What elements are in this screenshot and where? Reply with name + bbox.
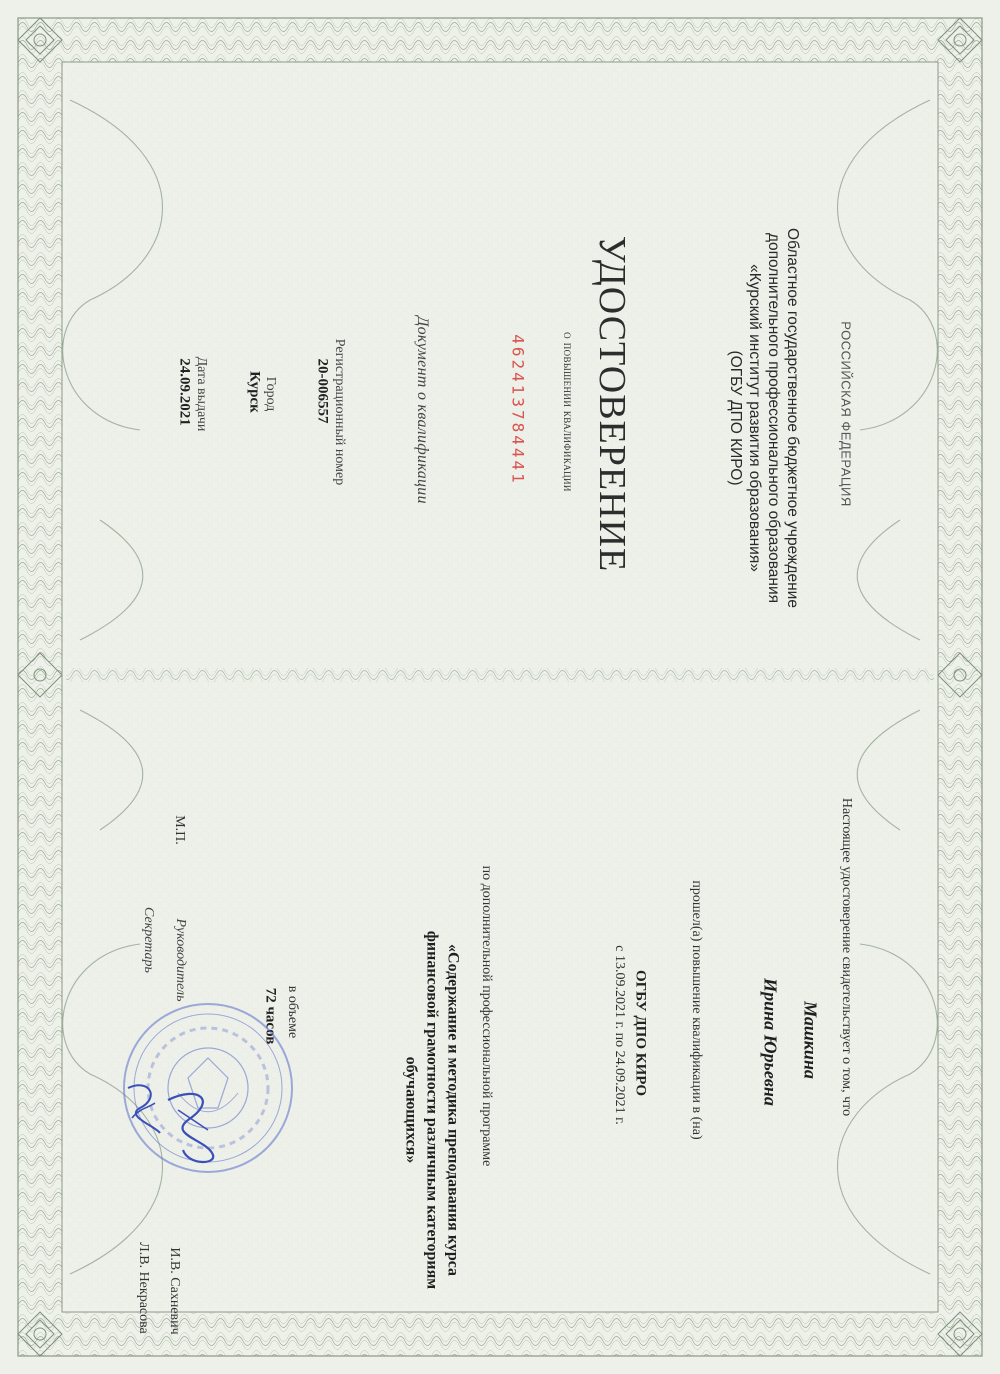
institution-name — [726, 228, 802, 608]
serial-number: 462413784441 — [508, 334, 528, 486]
institution-line-4: (ОГБУ ДПО КИРО) — [727, 350, 744, 486]
registration-label: Регистрационный номер — [332, 338, 347, 486]
head-role: Руководитель — [173, 918, 188, 1002]
training-period: с 13.09.2021 г. по 24.09.2021 г. — [612, 945, 627, 1125]
head-name: И.В. Сахневич — [167, 1247, 182, 1335]
document-subtitle: о повышении квалификации — [561, 332, 576, 492]
program-intro: по дополнительной профессиональной программе — [479, 865, 494, 1167]
program-line-2: финансовой грамотности различным категориям — [423, 930, 441, 1290]
program-line-1: «Содержание и методика преподавания курса — [444, 943, 462, 1277]
volume-value: 72 часов — [262, 987, 279, 1045]
city-value: Курск — [246, 371, 263, 413]
registration-number: 20-006557 — [314, 358, 331, 424]
passed-text: прошел(а) повышение квалификации в (на) — [689, 880, 704, 1140]
program-line-3: обучающихся» — [402, 1056, 420, 1164]
surname: Машкина — [800, 1001, 821, 1079]
institution-line-2: дополнительного профессионального образования — [765, 232, 782, 604]
program-title — [401, 931, 464, 1289]
secretary-role: Секретарь — [141, 907, 156, 973]
document-type: Документ о квалификации — [414, 316, 431, 504]
certifies-text: Настоящее удостоверение свидетельствует о том, что — [839, 797, 854, 1117]
issue-date-label: Дата выдачи — [194, 356, 209, 432]
seal-mark: М.П. — [172, 815, 187, 845]
organization: ОГБУ ДПО КИРО — [632, 969, 649, 1097]
issue-date-value: 24.09.2021 — [176, 358, 193, 426]
city-label: Город — [263, 376, 278, 412]
institution-line-3: «Курский институт развития образования» — [746, 264, 763, 572]
secretary-signature-icon — [120, 1078, 170, 1138]
document-title: УДОСТОВЕРЕНИЕ — [591, 235, 633, 573]
institution-line-1: Областное государственное бюджетное учреждение — [784, 228, 801, 608]
secretary-name: Л.В. Некрасова — [136, 1242, 151, 1334]
volume-label: в объеме — [285, 985, 300, 1039]
country-label: РОССИЙСКАЯ ФЕДЕРАЦИЯ — [838, 321, 854, 507]
given-names: Ирина Юрьевна — [760, 978, 781, 1106]
